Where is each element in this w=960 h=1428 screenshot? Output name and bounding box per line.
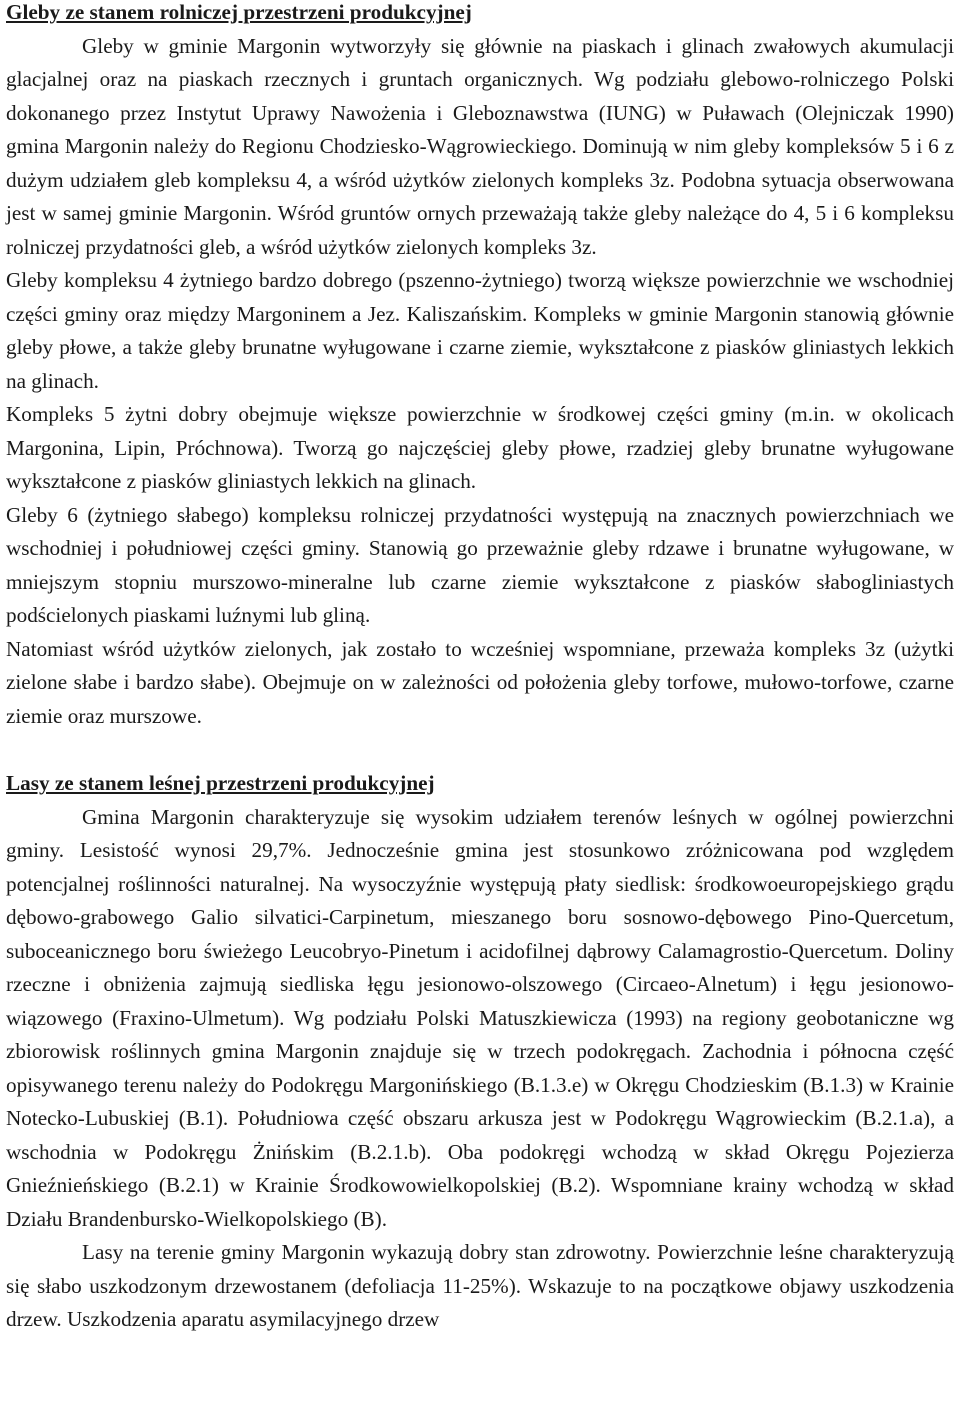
section-spacer (6, 733, 954, 767)
paragraph-forests-intro: Gmina Margonin charakteryzuje się wysokim udziałem terenów leśnych w ogólnej powierzchni gminy. Lesistość wynosi 29,7%. Jednocześnie gmina jest stosunkowo zróżnicowana pod względem potencjalnej roślinności naturalnej. Na wysoczyźnie występują płaty siedlisk: środkowoeuropejskiego grądu dębowo-grabowego Galio silvatici-Carpinetum, mieszanego boru sosnowo-dębowego Pino-Quercetum, suboceanicznego boru świeżego Leucobryo-Pinetum i acidofilnej dąbrowy Calamagrostio-Quercetum. Doliny rzeczne i obniżenia zajmują siedliska łęgu jesionowo-olszowego (Circaeo-Alnetum) i łęgu jesionowo-wiązowego (Fraxino-Ulmetum). Wg podziału Polski Matuszkiewicza (1993) na regiony geobotaniczne wg zbiorowisk roślinnych gmina Margonin znajduje się w trzech podokręgach. Zachodnia i północna część opisywanego terenu należy do Podokręgu Margonińskiego (B.1.3.e) w Okręgu Chodzieskim (B.1.3) w Krainie Notecko-Lubuskiej (B.1). Południowa część obszaru arkusza jest w Podokręgu Wągrowieckim (B.2.1.a), a wschodnia w Podokręgu Żnińskim (B.2.1.b). Oba podokręgi wchodzą w skład Okręgu Pojezierza Gnieźnieńskiego (B.2.1) w Krainie Środkowowielkopolskiej (B.2). Wspomniane krainy wchodzą w skład Działu Brandenbursko-Wielkopolskiego (B). (6, 804, 954, 1231)
paragraph-soils-grassland: Natomiast wśród użytków zielonych, jak zostało to wcześniej wspomniane, przeważa kompleks 3z (użytki zielone słabe i bardzo słabe). Obejmuje on w zależności od położenia gleby torfowe, mułowo-torfowe, czarne ziemie oraz murszowe. (6, 636, 954, 728)
section-soils (6, 0, 954, 733)
paragraph-forests-health: Lasy na terenie gminy Margonin wykazują dobry stan zdrowotny. Powierzchnie leśne charakteryzują się słabo uszkodzonym drzewostanem (defoliacja 11-25%). Wskazuje to na początkowe objawy uszkodzenia drzew. Uszkodzenia aparatu asymilacyjnego drzew (6, 1240, 954, 1331)
section-heading-forests: Lasy ze stanem leśnej przestrzeni produkcyjnej (6, 771, 435, 795)
document-page (6, 0, 954, 1337)
section-forests (6, 767, 954, 1337)
paragraph-soils-complex-5: Kompleks 5 żytni dobry obejmuje większe powierzchnie w środkowej części gminy (m.in. w okolicach Margonina, Lipin, Próchnowa). Tworzą go najczęściej gleby płowe, rzadziej gleby brunatne wyługowane wykształcone z piasków gliniastych lekkich na glinach. (6, 402, 954, 493)
paragraph-soils-complex-4: Gleby kompleksu 4 żytniego bardzo dobrego (pszenno-żytniego) tworzą większe powierzchnie we wschodniej części gminy oraz między Margoninem a Jez. Kaliszańskim. Kompleks w gminie Margonin stanowią głównie gleby płowe, a także gleby brunatne wyługowane i czarne ziemie, wykształcone z piasków gliniastych lekkich na glinach. (6, 268, 954, 393)
section-heading-soils: Gleby ze stanem rolniczej przestrzeni produkcyjnej (6, 0, 472, 24)
paragraph-soils-intro: Gleby w gminie Margonin wytworzyły się głównie na piaskach i glinach zwałowych akumulacji glacjalnej oraz na piaskach rzecznych i gruntach organicznych. Wg podziału glebowo-rolniczego Polski dokonanego przez Instytut Uprawy Nawożenia i Gleboznawstwa (IUNG) w Puławach (Olejniczak 1990) gmina Margonin należy do Regionu Chodziesko-Wągrowieckiego. Dominują w nim gleby kompleksów 5 i 6 z dużym udziałem gleb kompleksu 4, a wśród użytków zielonych kompleks 3z. Podobna sytuacja obserwowana jest w samej gminie Margonin. Wśród gruntów ornych przeważają także gleby należące do 4, 5 i 6 kompleksu rolniczej przydatności gleb, a wśród użytków zielonych kompleks 3z. (6, 33, 954, 259)
paragraph-soils-complex-6: Gleby 6 (żytniego słabego) kompleksu rolniczej przydatności występują na znacznych powierzchniach we wschodniej i południowej części gminy. Stanowią go przeważnie gleby rdzawe i brunatne wyługowane, w mniejszym stopniu murszowo-mineralne lub czarne ziemie wykształcone z piasków słabogliniastych podścielonych piaskami luźnymi lub gliną. (6, 502, 954, 627)
